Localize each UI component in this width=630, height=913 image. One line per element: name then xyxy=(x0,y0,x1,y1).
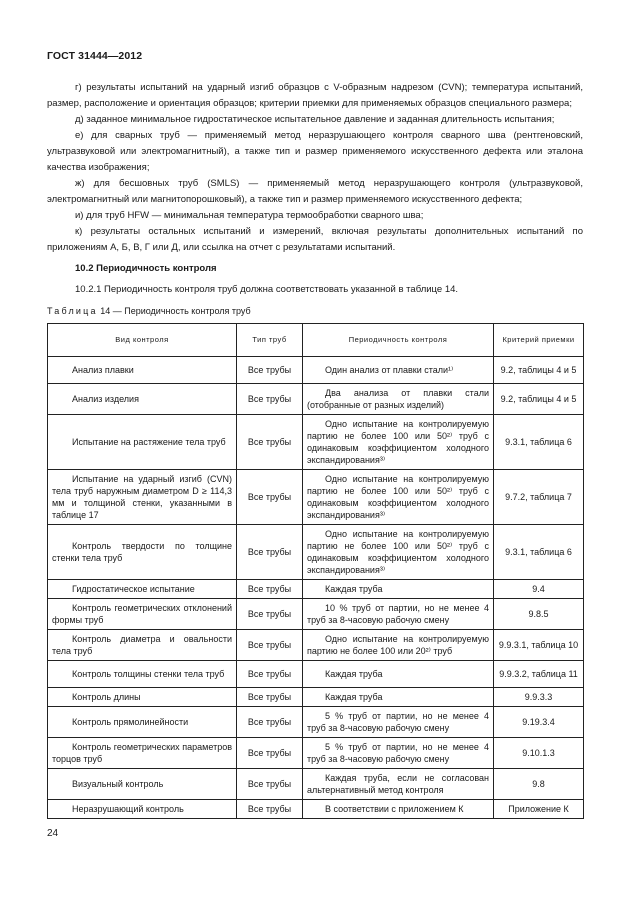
cell-periodicity xyxy=(303,415,494,470)
column-header-kind: Вид контроля xyxy=(48,324,237,357)
cell-criterion-text: 9.10.1.3 xyxy=(522,748,555,758)
cell-pipe-type-text: Все трубы xyxy=(247,779,292,789)
cell-criterion xyxy=(494,384,584,415)
table-caption xyxy=(47,306,251,316)
cell-kind-text: Визуальный контроль xyxy=(72,779,164,789)
cell-kind-text: Неразрушающий контроль xyxy=(72,804,184,814)
cell-periodicity-text: Один анализ от плавки стали¹⁾ xyxy=(325,365,454,375)
cell-criterion-text: 9.7.2, таблица 7 xyxy=(505,492,572,502)
column-header-pipe-type: Тип труб xyxy=(237,324,303,357)
cell-kind-text: Контроль диаметра и овальности тела труб xyxy=(52,634,232,656)
cell-criterion xyxy=(494,525,584,580)
column-header-periodicity: Периодичность контроля xyxy=(303,324,494,357)
cell-pipe-type xyxy=(237,661,303,688)
cell-kind xyxy=(48,470,237,525)
table-row xyxy=(48,525,584,580)
cell-pipe-type-text: Все трубы xyxy=(247,437,292,447)
cell-pipe-type xyxy=(237,800,303,819)
cell-periodicity xyxy=(303,630,494,661)
cell-periodicity-text: Каждая труба xyxy=(325,584,383,594)
cell-criterion-text: 9.4 xyxy=(532,584,545,594)
table-caption-label: Таблица xyxy=(47,306,98,316)
cell-pipe-type-text: Все трубы xyxy=(247,584,292,594)
cell-pipe-type-text: Все трубы xyxy=(247,492,292,502)
cell-periodicity-text: Каждая труба, если не согласован альтернативный метод контроля xyxy=(307,773,489,795)
cell-pipe-type xyxy=(237,525,303,580)
cell-periodicity xyxy=(303,525,494,580)
cell-kind-text: Контроль твердости по толщине стенки тела труб xyxy=(52,541,232,563)
cell-kind-text: Контроль геометрических отклонений формы труб xyxy=(52,603,232,625)
cell-pipe-type-text: Все трубы xyxy=(247,640,292,650)
periodicity-table xyxy=(47,323,584,819)
cell-criterion xyxy=(494,688,584,707)
cell-criterion-text: 9.2, таблицы 4 и 5 xyxy=(500,365,577,375)
cell-criterion xyxy=(494,580,584,599)
cell-kind xyxy=(48,661,237,688)
cell-pipe-type xyxy=(237,415,303,470)
cell-criterion-text: 9.3.1, таблица 6 xyxy=(505,547,572,557)
cell-periodicity xyxy=(303,357,494,384)
cell-criterion-text: 9.8.5 xyxy=(528,609,549,619)
table-row xyxy=(48,769,584,800)
list-item: г) результаты испытаний на ударный изгиб образцов с V-образным надрезом (CVN); температура испытаний, размер, расположение и ориентация образцов; критерии приемки для применяемых образцов специального размера; xyxy=(47,82,583,109)
cell-kind-text: Гидростатическое испытание xyxy=(72,584,195,594)
cell-criterion xyxy=(494,707,584,738)
cell-periodicity xyxy=(303,769,494,800)
table-row xyxy=(48,630,584,661)
table-header-row xyxy=(48,324,584,357)
cell-pipe-type-text: Все трубы xyxy=(247,717,292,727)
cell-periodicity xyxy=(303,688,494,707)
cell-kind xyxy=(48,800,237,819)
list-item: ж) для бесшовных труб (SMLS) — применяемый метод неразрушающего контроля (ультразвуковой, электромагнитный или магнитопорошковый), а также тип и размер применяемого искусственного дефекта; xyxy=(47,178,583,205)
table-row xyxy=(48,738,584,769)
cell-periodicity-text: Каждая труба xyxy=(325,669,383,679)
table-row xyxy=(48,800,584,819)
cell-pipe-type xyxy=(237,599,303,630)
cell-periodicity-text: 5 % труб от партии, но не менее 4 труб за 8-часовую рабочую смену xyxy=(307,742,489,764)
cell-kind-text: Контроль длины xyxy=(72,692,141,702)
cell-pipe-type-text: Все трубы xyxy=(247,394,292,404)
cell-pipe-type xyxy=(237,769,303,800)
cell-pipe-type-text: Все трубы xyxy=(247,692,292,702)
cell-periodicity xyxy=(303,661,494,688)
cell-periodicity-text: Одно испытание на контролируемую партию не более 100 или 50²⁾ труб с одинаковым коэффициентом холодного экспандирования³⁾ xyxy=(307,419,489,465)
list-item: и) для труб HFW — минимальная температура термообработки сварного шва; xyxy=(75,210,424,221)
cell-criterion-text: 9.2, таблицы 4 и 5 xyxy=(500,394,577,404)
cell-pipe-type xyxy=(237,470,303,525)
cell-periodicity-text: 10 % труб от партии, но не менее 4 труб за 8-часовую рабочую смену xyxy=(307,603,489,625)
cell-kind xyxy=(48,384,237,415)
list-item: к) результаты остальных испытаний и измерений, включая результаты дополнительных испытаний по приложениям А, Б, В, Г или Д, или ссылка на отчет с результатами испытаний. xyxy=(47,226,583,253)
table-row xyxy=(48,707,584,738)
cell-kind xyxy=(48,580,237,599)
table-row xyxy=(48,415,584,470)
cell-criterion xyxy=(494,470,584,525)
cell-pipe-type-text: Все трубы xyxy=(247,804,292,814)
cell-periodicity-text: Каждая труба xyxy=(325,692,383,702)
cell-periodicity xyxy=(303,384,494,415)
cell-periodicity xyxy=(303,470,494,525)
cell-kind xyxy=(48,769,237,800)
cell-kind xyxy=(48,357,237,384)
list-item: д) заданное минимальное гидростатическое испытательное давление и заданная длительность испытания; xyxy=(75,114,555,125)
table-body xyxy=(48,357,584,819)
cell-criterion xyxy=(494,599,584,630)
document-body xyxy=(47,80,583,298)
table-row xyxy=(48,661,584,688)
cell-pipe-type xyxy=(237,707,303,738)
cell-periodicity-text: Одно испытание на контролируемую партию не более 100 или 50²⁾ труб с одинаковым коэффициентом холодного экспандирования³⁾ xyxy=(307,529,489,575)
page-number: 24 xyxy=(47,828,59,839)
cell-periodicity-text: 5 % труб от партии, но не менее 4 труб за 8-часовую рабочую смену xyxy=(307,711,489,733)
cell-pipe-type xyxy=(237,688,303,707)
cell-kind xyxy=(48,525,237,580)
table-row xyxy=(48,599,584,630)
cell-criterion-text: 9.9.3.3 xyxy=(524,692,553,702)
column-header-criterion: Критерий приемки xyxy=(494,324,584,357)
cell-kind-text: Контроль геометрических параметров торцов труб xyxy=(52,742,232,764)
cell-periodicity-text: Одно испытание на контролируемую партию не более 100 или 20²⁾ труб xyxy=(307,634,489,656)
cell-criterion xyxy=(494,738,584,769)
cell-pipe-type xyxy=(237,580,303,599)
cell-pipe-type xyxy=(237,384,303,415)
cell-pipe-type xyxy=(237,738,303,769)
cell-kind xyxy=(48,630,237,661)
cell-periodicity xyxy=(303,580,494,599)
cell-criterion xyxy=(494,415,584,470)
cell-kind-text: Контроль толщины стенки тела труб xyxy=(72,669,225,679)
table-row xyxy=(48,384,584,415)
table-row xyxy=(48,580,584,599)
cell-criterion-text: 9.3.1, таблица 6 xyxy=(505,437,572,447)
cell-kind xyxy=(48,738,237,769)
cell-pipe-type-text: Все трубы xyxy=(247,547,292,557)
cell-kind-text: Контроль прямолинейности xyxy=(72,717,189,727)
cell-criterion xyxy=(494,661,584,688)
table-caption-title: 14 — Периодичность контроля труб xyxy=(100,306,251,316)
cell-criterion-text: 9.8 xyxy=(532,779,545,789)
table-row xyxy=(48,688,584,707)
cell-periodicity xyxy=(303,599,494,630)
cell-pipe-type-text: Все трубы xyxy=(247,748,292,758)
cell-criterion-text: 9.9.3.2, таблица 11 xyxy=(499,669,578,679)
cell-criterion-text: 9.9.3.1, таблица 10 xyxy=(498,640,579,650)
table-row xyxy=(48,470,584,525)
cell-periodicity xyxy=(303,800,494,819)
section-text: 10.2.1 Периодичность контроля труб должна соответствовать указанной в таблице 14. xyxy=(75,284,459,295)
cell-criterion xyxy=(494,769,584,800)
cell-pipe-type xyxy=(237,357,303,384)
cell-kind xyxy=(48,415,237,470)
cell-criterion-text: Приложение К xyxy=(508,804,569,814)
cell-criterion-text: 9.19.3.4 xyxy=(522,717,555,727)
cell-periodicity-text: Одно испытание на контролируемую партию не более 100 или 50²⁾ труб с одинаковым коэффициентом холодного экспандирования³⁾ xyxy=(307,474,489,520)
cell-kind-text: Испытание на растяжение тела труб xyxy=(72,437,226,447)
cell-criterion xyxy=(494,357,584,384)
cell-periodicity xyxy=(303,707,494,738)
cell-pipe-type-text: Все трубы xyxy=(247,669,292,679)
document-header: ГОСТ 31444—2012 xyxy=(47,50,143,62)
cell-pipe-type-text: Все трубы xyxy=(247,609,292,619)
cell-pipe-type-text: Все трубы xyxy=(247,365,292,375)
cell-kind-text: Испытание на ударный изгиб (CVN) тела труб наружным диаметром D ≥ 114,3 мм и толщиной стенки, указанными в таблице 17 xyxy=(52,474,232,520)
cell-criterion xyxy=(494,800,584,819)
cell-kind xyxy=(48,688,237,707)
cell-periodicity-text: Два анализа от плавки стали (отобранные от разных изделий) xyxy=(307,388,489,410)
cell-kind-text: Анализ плавки xyxy=(72,365,134,375)
section-heading: 10.2 Периодичность контроля xyxy=(75,263,217,274)
cell-kind xyxy=(48,599,237,630)
cell-periodicity-text: В соответствии с приложением К xyxy=(325,804,464,814)
cell-kind xyxy=(48,707,237,738)
cell-pipe-type xyxy=(237,630,303,661)
list-item: е) для сварных труб — применяемый метод неразрушающего контроля сварного шва (рентгеновский, ультразвуковой или электромагнитный), а также тип и размер применяемого искусственного дефекта или эталона качества изображения; xyxy=(47,130,583,173)
cell-periodicity xyxy=(303,738,494,769)
cell-criterion xyxy=(494,630,584,661)
table-row xyxy=(48,357,584,384)
cell-kind-text: Анализ изделия xyxy=(72,394,139,404)
